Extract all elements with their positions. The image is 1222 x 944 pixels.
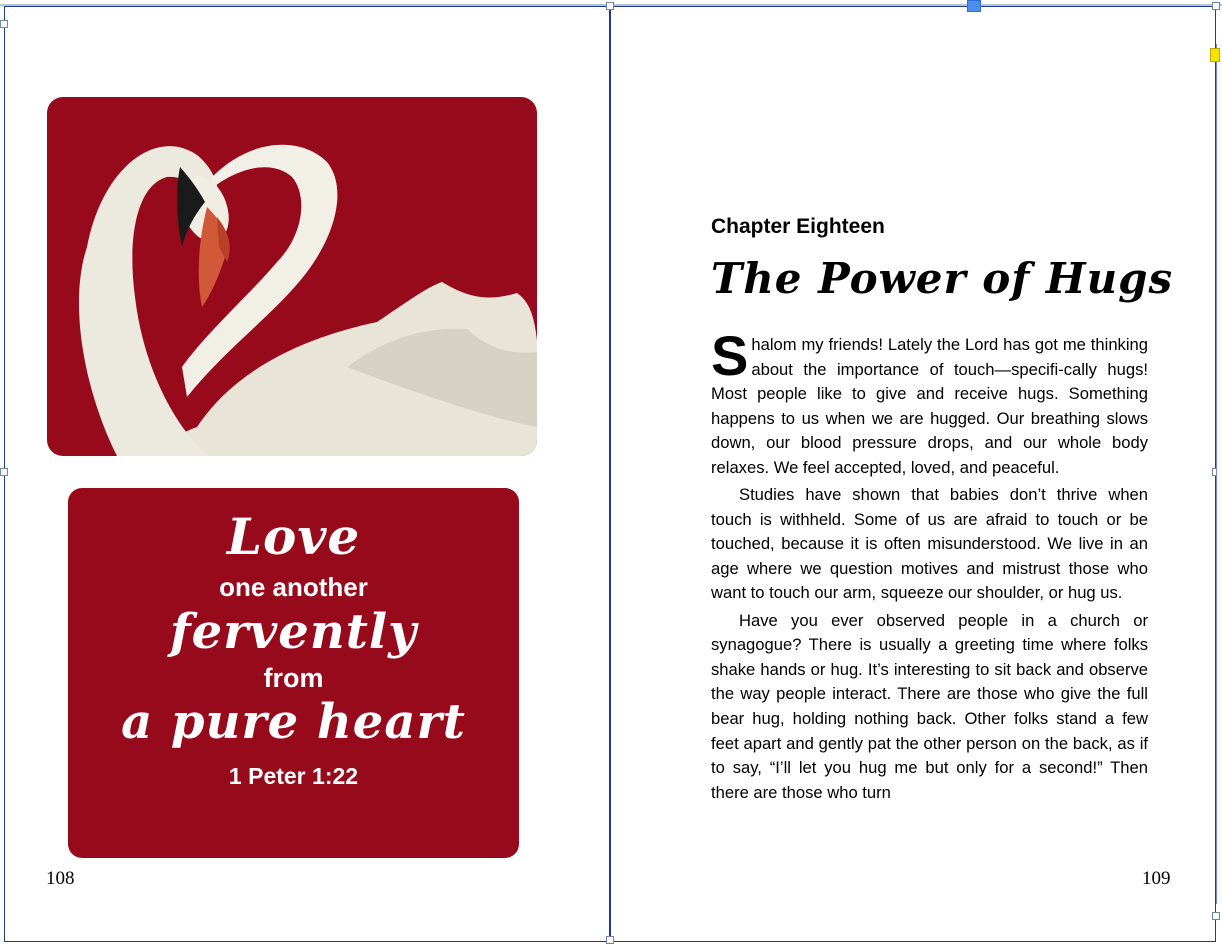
frame-handle-right-top[interactable]	[1212, 2, 1220, 10]
swans-illustration	[47, 97, 537, 456]
frame-handle-left-top[interactable]	[0, 20, 8, 28]
verse-reference: 1 Peter 1:22	[228, 763, 359, 789]
chapter-body	[711, 324, 1148, 808]
paragraph-2: Studies have shown that babies don’t thrive when touch is withheld. Some of us are afraid to touch or be touched, because it is often misunderstood. We live in an age where we question motives and mistrust those who want to touch our arm, squeeze our shoulder, or hug us.	[711, 485, 1148, 603]
page-number-right: 109	[1142, 868, 1171, 889]
swan-heart-photo	[47, 97, 537, 456]
paragraph-3: Have you ever observed people in a church or synagogue? There is usually a greeting time where folks shake hands or hug. It’s interesting to sit back and observe the way people interact. There are those who give the full bear hug, holding nothing back. Other folks stand a few feet apart and gently pat the other person on the back, as if to say, “I’ll let you hug me but only for a second!” Then there are those who turn	[711, 610, 1148, 802]
chapter-label: Chapter Eighteen	[711, 215, 885, 238]
frame-handle-right-bottom[interactable]	[1212, 912, 1220, 920]
verse-line-one-another: one another	[219, 572, 368, 602]
frame-handle-center-bottom[interactable]	[606, 936, 614, 944]
verse-line-from: from	[263, 663, 324, 693]
paragraph-1	[711, 324, 1148, 481]
drop-cap: S	[711, 324, 749, 387]
page-number-left: 108	[46, 868, 75, 889]
frame-handle-left-mid[interactable]	[0, 468, 8, 476]
verse-line-fervently: fervently	[169, 604, 418, 660]
frame-handle-selected[interactable]	[967, 0, 981, 12]
verse-card	[68, 488, 519, 858]
verse-line-love: Love	[226, 507, 361, 566]
paragraph-1-text: halom my friends! Lately the Lord has got me thinking about the importance of touch—specifi-cally hugs! Most people like to give and receive hugs. Something happens to us when we are hugged. Our breathing slows down, our blood pressure drops, and our whole body relaxes. We feel accepted, loved, and peaceful.	[711, 335, 1148, 477]
chapter-title: The Power of Hugs	[711, 254, 1174, 303]
frame-handle-center-top[interactable]	[606, 2, 614, 10]
adjacent-page-edge	[1216, 44, 1222, 904]
verse-line-pure-heart: a pure heart	[121, 694, 466, 750]
text-overflow-marker[interactable]	[1210, 48, 1220, 62]
